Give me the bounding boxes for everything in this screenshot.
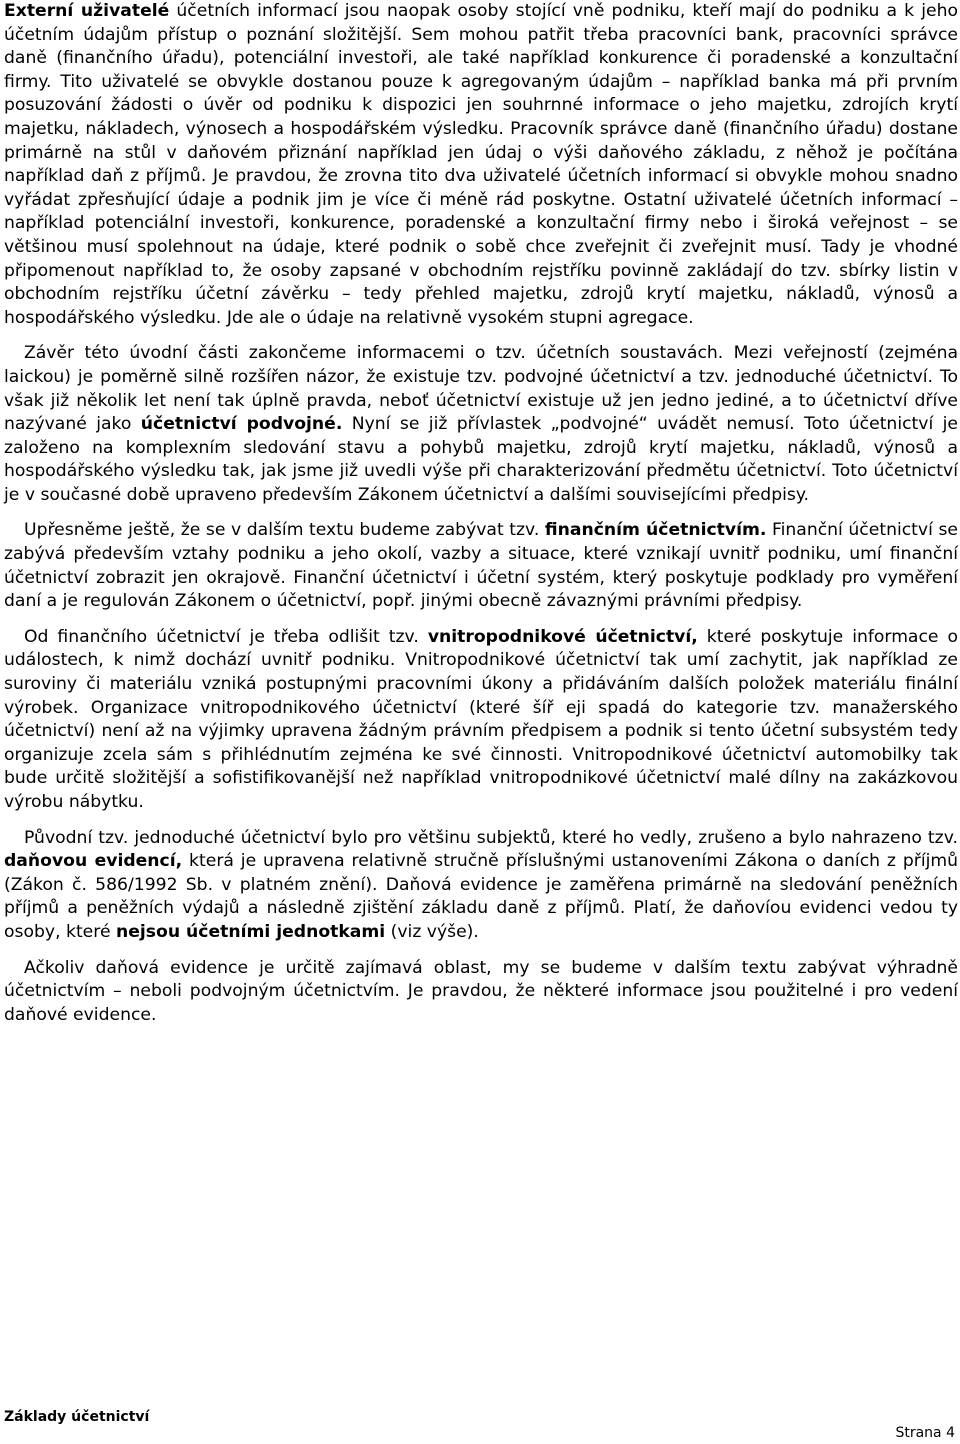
text-segment: Upřesněme ještě, že se v dalším textu budeme zabývat tzv.	[24, 520, 545, 541]
text-segment-bold: Externí uživatelé	[4, 1, 170, 21]
footer-title: Základy účetnictví	[4, 1409, 150, 1425]
text-segment-bold: daňovou evidencí,	[4, 851, 183, 872]
paragraph-external-users	[4, 0, 958, 330]
text-segment: (viz výše).	[385, 921, 479, 942]
text-segment: která je upravena relativně stručně příslušnými ustanoveními Zákona o daních z příjmů (Zákon č. 586/1992 Sb. v platném znění). Daňová evidence je zaměřena primárně na sledování peněžních příjmů a peněžních výdajů a následně zjištění základu daně z příjmů. Platí, že daňovíou evidenci vedou ty osoby, které	[4, 851, 959, 942]
text-segment: Původní tzv. jednoduché účetnictví bylo pro většinu subjektů, které ho vedly, zrušeno a bylo nahrazeno tzv.	[24, 827, 958, 848]
paragraph-internal-accounting	[4, 626, 958, 815]
paragraph-conclusion	[4, 957, 958, 1028]
text-segment-bold: účetnictví podvojné.	[140, 414, 343, 435]
paragraph-tax-records	[4, 827, 958, 945]
text-segment: Nyní se již přívlastek „podvojné“ uvádět nemusí. Toto účetnictví je založeno na komplexním sledování stavu a pohybů majetku, zdrojů krytí majetku, nákladů, výnosů a hospodářského výsledku tak, jak jsme již uvedli výše při charakterizování předmětu účetnictví. Toto účetnictví je v současné době upraveno především Zákonem účetnictví a dalšími souvisejícími předpisy.	[4, 414, 958, 505]
paragraph-accounting-systems	[4, 342, 958, 507]
text-segment: Ačkoliv daňová evidence je určitě zajímavá oblast, my se budeme v dalším textu zabývat výhradně účetnictvím – neboli podvojným účetnictvím. Je pravdou, že některé informace jsou použitelné i pro vedení daňové evidence.	[4, 957, 958, 1025]
text-segment: které poskytuje informace o událostech, k nimž dochází uvnitř podniku. Vnitropodnikové účetnictví tak umí zachytit, jak například ze suroviny či materiálu vzniká postupnými pracovními úkony a přidáváním dalších položek materiálu finální výrobek. Organizace vnitropodnikového účetnictví (které šíř eji spadá do kategorie tzv. manažerského účetnictví) není až na výjimky upravena žádným právním předpisem a podnik si tento účetní subsystém tedy organizuje zcela sám s přihlédnutím zejména ke své činnosti. Vnitropodnikové účetnictví automobilky tak bude určitě složitější a sofistifikovanější než například vnitropodnikové účetnictví malé dílny na zakázkovou výrobu nábytku.	[4, 626, 958, 812]
text-segment: účetních informací jsou naopak osoby stojící vně podniku, kteří mají do podniku a k jeho účetním údajům přístup o poznání složitější. Sem mohou patřit třeba pracovníci bank, pracovníci správce daně (finančního úřadu), potenciální investoři, ale také například konkurence či poradenské a konzultační firmy. Tito uživatelé se obvykle dostanou pouze k agregovaným údajům – například banka má při prvním posuzování žádosti o úvěr od podniku k dispozici jen souhrnné informace o jeho majetku, zdrojích krytí majetku, nákladech, výnosech a hospodářském výsledku. Pracovník správce daně (finančního úřadu) dostane primárně na stůl v daňovém přiznání například jen údaj o výši daňového základu, z něhož je počítána například daň z příjmů. Je pravdou, že zrovna tito dva uživatelé účetních informací si obvykle mohou snadno vyřádat zpřesňující údaje a podnik jim je více či méně rád poskytne. Ostatní uživatelé účetních informací – například potenciální investoři, konkurence, poradenské a konzultační firmy nebo i široká veřejnost – se většinou musí spolehnout na údaje, které podnik o sobě chce zveřejnit či zveřejnit musí. Tady je vhodné připomenout například to, že osoby zapsané v obchodním rejstříku povinně zakládají do tzv. sbírky listin v obchodním rejstříku účetní závěrku – tedy přehled majetku, zdrojů krytí majetku, nákladů, výnosů a hospodářského výsledku. Jde ale o údaje na relativně vysokém stupni agregace.	[4, 1, 958, 328]
text-segment-bold: finančním účetnictvím.	[544, 520, 767, 541]
text-segment: Závěr této úvodní části zakončeme informacemi o tzv. účetních soustavách. Mezi veřejností (zejména laickou) je poměrně silně rozšířen názor, že existuje tzv. podvojné účetnictví a tzv. jednoduché účetnictví. To však již několik let není tak úplně pravda, neboť účetnictví existuje už jen jedno jediné, a to účetnictví dříve nazývané jako	[4, 343, 958, 435]
text-segment-bold: vnitropodnikové účetnictví,	[427, 626, 698, 647]
document-body	[4, 0, 958, 1039]
text-segment: Finanční účetnictví se zabývá především vztahy podniku a jeho okolí, vazby a situace, které vznikají uvnitř podniku, umí finanční účetnictví zobrazit jen okrajově. Finanční účetnictví i účetní systém, který poskytuje podklady pro vyměření daní a je regulován Zákonem o účetnictví, popř. jinými obecně závaznými právními předpisy.	[4, 520, 958, 612]
paragraph-financial-accounting	[4, 519, 958, 613]
page-number: Strana 4	[895, 1425, 955, 1441]
text-segment: Od finančního účetnictví je třeba odlišit tzv.	[24, 626, 428, 647]
text-segment-bold: nejsou účetními jednotkami	[116, 921, 386, 942]
